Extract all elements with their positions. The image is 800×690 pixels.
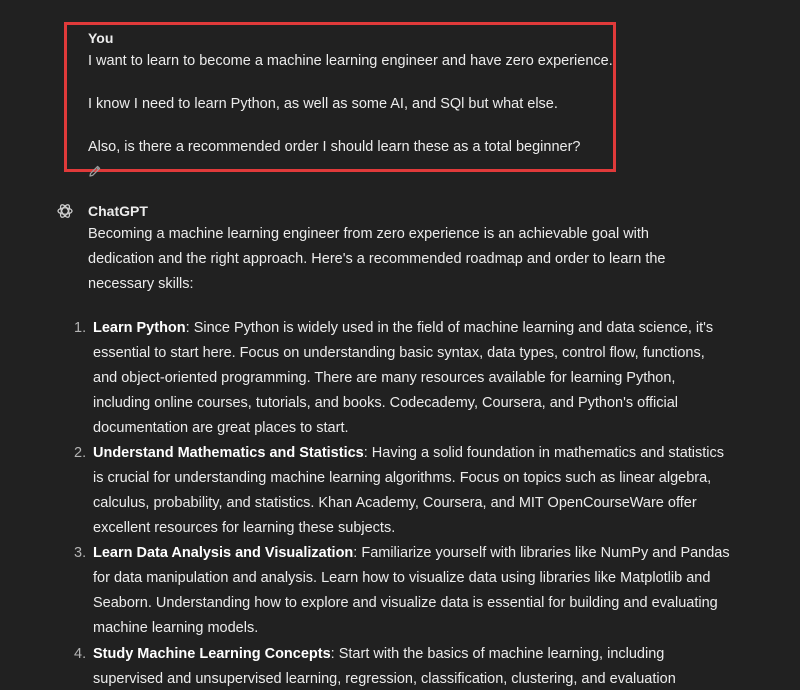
list-item-text: : Start with the basics of machine learning, including bbox=[330, 646, 665, 662]
list-item-line: excellent resources for learning these subjects. bbox=[93, 520, 396, 536]
list-item-line: is crucial for understanding machine learning algorithms. Focus on topics such as linear algebra, bbox=[93, 470, 712, 486]
assistant-intro-line: necessary skills: bbox=[88, 276, 194, 292]
list-item-line: and object-oriented programming. There are many resources available for learning Python, bbox=[93, 370, 676, 386]
list-item-line: calculus, probability, and statistics. Khan Academy, Coursera, and MIT OpenCourseWare offer bbox=[93, 495, 697, 511]
list-item-line: supervised and unsupervised learning, regression, classification, clustering, and evaluation bbox=[93, 671, 676, 687]
pencil-icon[interactable] bbox=[88, 164, 102, 178]
assistant-author-name: ChatGPT bbox=[88, 203, 148, 219]
list-item-first-line bbox=[93, 646, 664, 662]
list-item-first-line bbox=[93, 320, 713, 336]
list-item-line: documentation are great places to start. bbox=[93, 420, 349, 436]
list-item-title: Study Machine Learning Concepts bbox=[93, 646, 331, 662]
user-message-line: I know I need to learn Python, as well as some AI, and SQl but what else. bbox=[88, 96, 558, 112]
list-item-number: 3. bbox=[74, 545, 87, 561]
list-item-line: Seaborn. Understanding how to explore and visualize data is essential for building and evaluating bbox=[93, 595, 718, 611]
list-item-first-line bbox=[93, 445, 724, 461]
list-item-first-line bbox=[93, 545, 730, 561]
assistant-intro-line: dedication and the right approach. Here's a recommended roadmap and order to learn the bbox=[88, 251, 666, 267]
list-item-title: Learn Data Analysis and Visualization bbox=[93, 545, 354, 561]
list-item-title: Learn Python bbox=[93, 320, 186, 336]
user-author-name: You bbox=[88, 30, 114, 46]
list-item-line: essential to start here. Focus on understanding basic syntax, data types, control flow, functions, bbox=[93, 345, 705, 361]
list-item-number: 4. bbox=[74, 646, 87, 662]
list-item-text: : Familiarize yourself with libraries like NumPy and Pandas bbox=[353, 545, 730, 561]
list-item-number: 1. bbox=[74, 320, 87, 336]
user-message-line: Also, is there a recommended order I should learn these as a total beginner? bbox=[88, 139, 581, 155]
list-item-line: including online courses, tutorials, and books. Codecademy, Coursera, and Python's official bbox=[93, 395, 678, 411]
assistant-intro-line: Becoming a machine learning engineer from zero experience is an achievable goal with bbox=[88, 226, 649, 242]
list-item-line: for data manipulation and analysis. Learn how to visualize data using libraries like Matplotlib and bbox=[93, 570, 711, 586]
openai-logo-icon bbox=[55, 201, 75, 221]
user-message-line: I want to learn to become a machine learning engineer and have zero experience. bbox=[88, 53, 613, 69]
list-item-title: Understand Mathematics and Statistics bbox=[93, 445, 364, 461]
list-item-text: : Having a solid foundation in mathematics and statistics bbox=[363, 445, 725, 461]
list-item-number: 2. bbox=[74, 445, 87, 461]
list-item-text: : Since Python is widely used in the field of machine learning and data science, it's bbox=[185, 320, 714, 336]
list-item-line: machine learning models. bbox=[93, 620, 259, 636]
